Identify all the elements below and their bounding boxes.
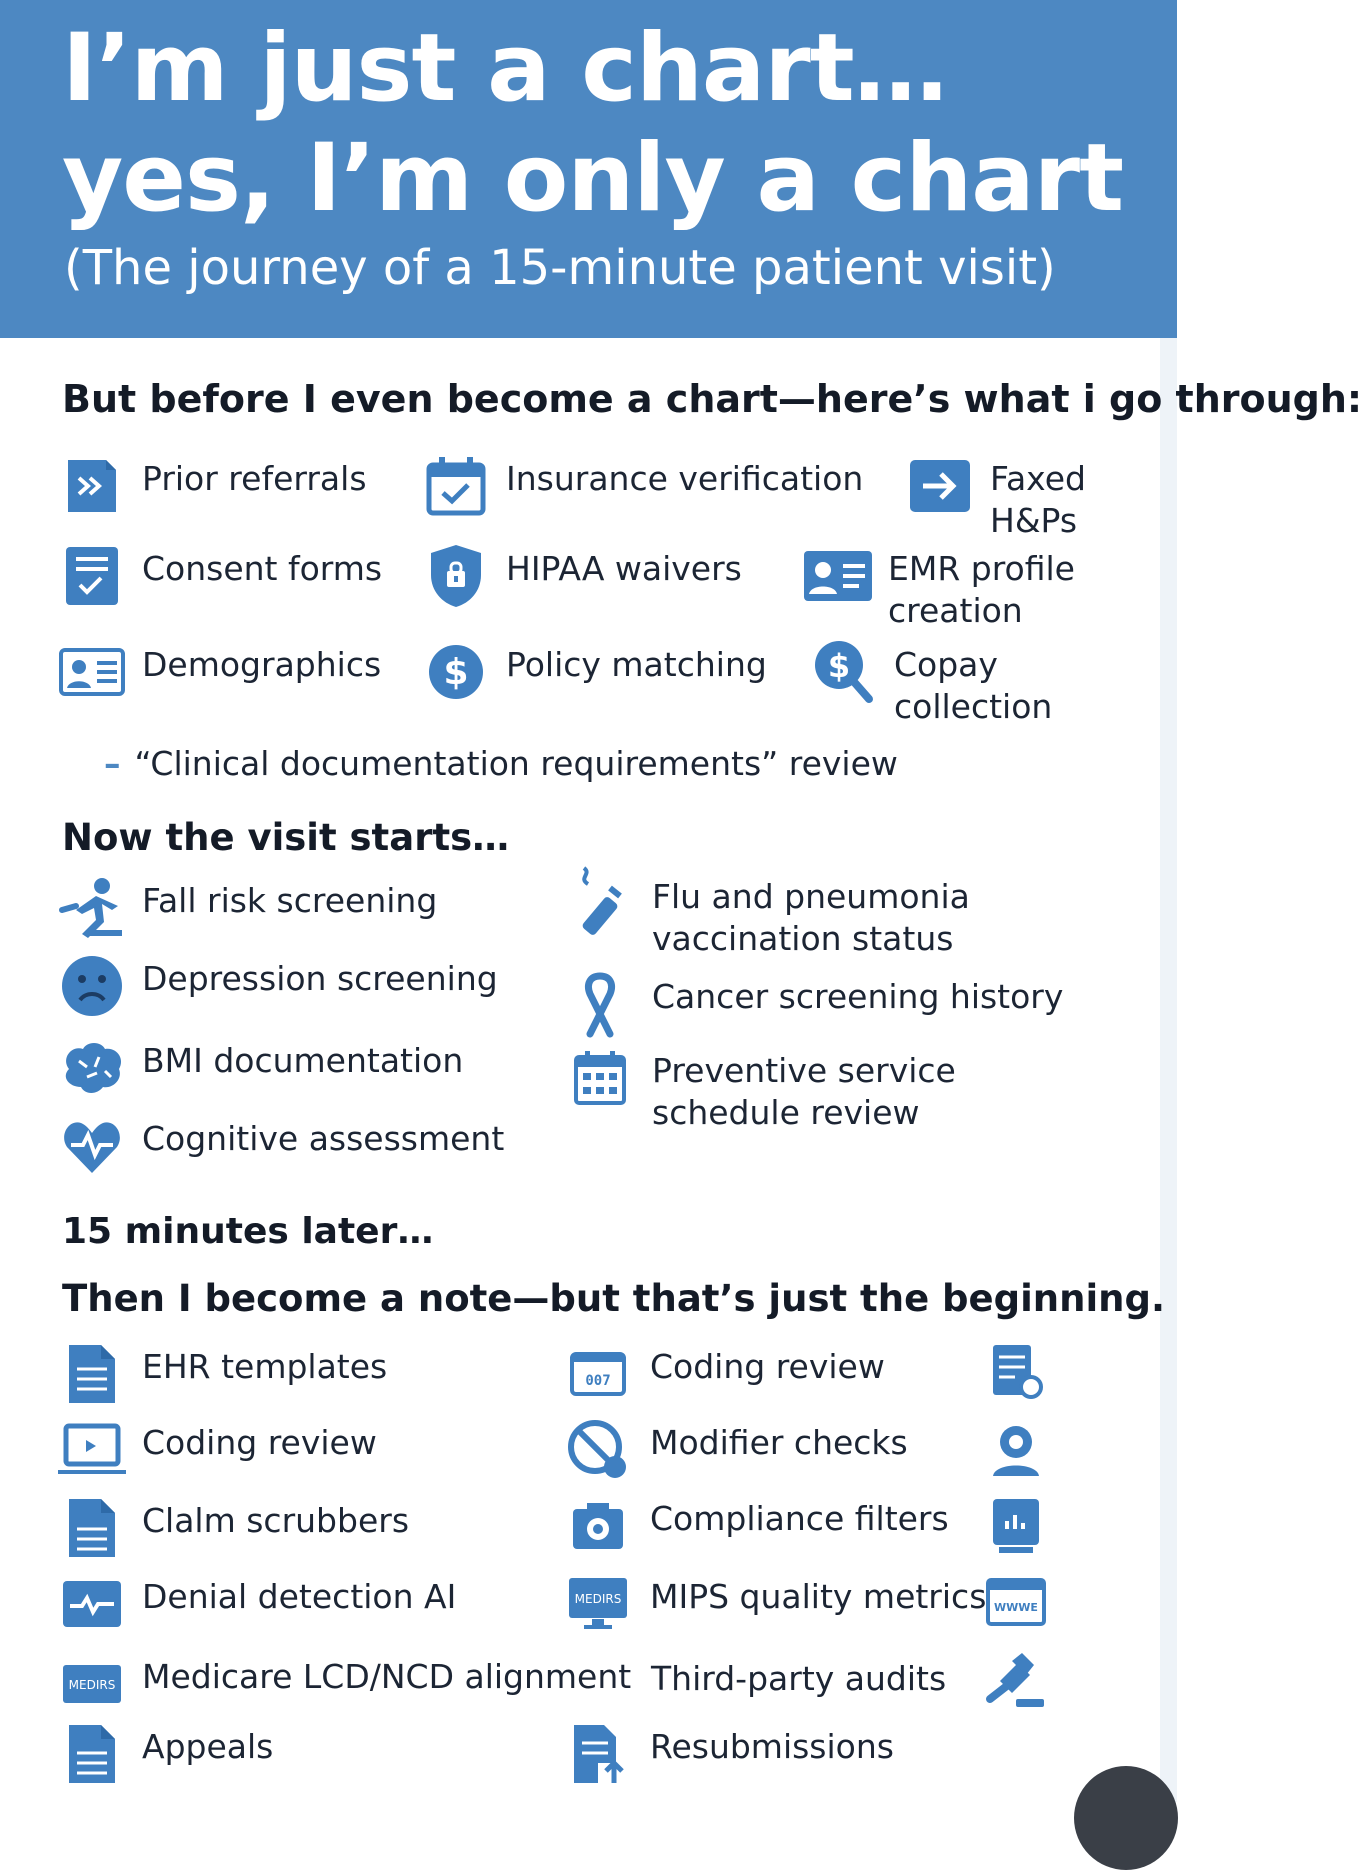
- svg-text:$: $: [827, 647, 851, 685]
- item-label: Depression screening: [142, 959, 498, 998]
- document-icon: [60, 1500, 124, 1556]
- page-title-line-1: I’m just a chart…: [62, 14, 947, 123]
- svg-text:MEDIRS: MEDIRS: [68, 1678, 116, 1692]
- checklist-document-icon: [60, 548, 124, 604]
- item-preventive-schedule: [568, 1050, 956, 1134]
- item-label: Faxed H&Ps: [990, 459, 1086, 540]
- item-emr-profile-creation: [806, 548, 1075, 632]
- item-label: EMR profile creation: [888, 549, 1075, 630]
- item-cognitive-assessment: [60, 1118, 504, 1174]
- item-label: Fall risk screening: [142, 881, 438, 920]
- item-policy-matching: [424, 644, 767, 700]
- page-title-line-2: yes, I’m only a chart: [62, 124, 1124, 233]
- awareness-ribbon-icon: [568, 976, 632, 1032]
- item-label: Coding review: [142, 1423, 377, 1462]
- clinical-documentation-review: [104, 743, 898, 785]
- item-label: Copay collection: [894, 645, 1053, 726]
- item-label: Flu and pneumonia vaccination status: [652, 877, 970, 958]
- document-icon: [60, 1346, 124, 1402]
- double-chevron-document-icon: [60, 458, 124, 514]
- item-label: EHR templates: [142, 1347, 388, 1386]
- sad-face-icon: [60, 958, 124, 1014]
- page-subtitle: (The journey of a 15-minute patient visit): [64, 240, 1056, 296]
- document-icon: [60, 1726, 124, 1782]
- item-medicare-alignment: [60, 1656, 631, 1712]
- item-label: Coding review: [650, 1347, 885, 1386]
- medicare-card-icon: [60, 1656, 124, 1712]
- item-cancer-screening: [568, 976, 1063, 1032]
- calendar-grid-icon: [568, 1050, 632, 1106]
- svg-text:WWWE: WWWE: [994, 1601, 1038, 1614]
- item-coding-review-mid: [566, 1346, 885, 1402]
- item-claim-scrubbers: [60, 1500, 409, 1556]
- section-before-chart-title: But before I even become a chart—here’s what i go through:: [62, 377, 1362, 421]
- item-appeals: [60, 1726, 273, 1782]
- item-label: Clalm scrubbers: [142, 1501, 410, 1540]
- item-label: Preventive service schedule review: [652, 1051, 956, 1132]
- item-label: Appeals: [142, 1727, 274, 1766]
- chart-board-icon: [984, 1498, 1048, 1554]
- item-compliance-filters: [566, 1498, 949, 1554]
- code-card-icon: [566, 1346, 630, 1402]
- item-label: HIPAA waivers: [506, 549, 742, 588]
- item-consent-forms: [60, 548, 382, 604]
- item-label: Compliance filters: [650, 1499, 949, 1538]
- person-icon: [984, 1422, 1048, 1478]
- svg-text:$: $: [443, 652, 469, 693]
- dollar-search-icon: [812, 644, 876, 700]
- item-prior-referrals: [60, 458, 367, 514]
- document-badge-icon: [984, 1344, 1048, 1400]
- falling-person-icon: [60, 880, 124, 936]
- item-ehr-templates: [60, 1346, 387, 1402]
- item-label: Medicare LCD/NCD alignment: [142, 1657, 632, 1696]
- item-modifier-checks: [566, 1422, 908, 1478]
- section-become-note-title: Then I become a note—but that’s just the beginning.: [62, 1277, 1166, 1320]
- no-sign-icon: [566, 1422, 630, 1478]
- item-label: MIPS quality metrics: [650, 1577, 987, 1616]
- heartbeat-box-icon: [60, 1576, 124, 1632]
- calendar-check-icon: [424, 458, 488, 514]
- id-card-icon: [60, 644, 124, 700]
- shield-lock-icon: [424, 548, 488, 604]
- item-insurance-verification: [424, 458, 863, 514]
- dollar-circle-icon: [424, 644, 488, 700]
- svg-text:007: 007: [585, 1373, 611, 1389]
- item-label: Resubmissions: [650, 1727, 894, 1766]
- heartbeat-shield-icon: [60, 1118, 124, 1174]
- item-label: Modifier checks: [650, 1423, 908, 1462]
- item-label: Insurance verification: [506, 459, 864, 498]
- brain-icon: [60, 1040, 124, 1096]
- item-hipaa-waivers: [424, 548, 742, 604]
- arrow-right-box-icon: [908, 458, 972, 514]
- medicare-monitor-icon: [566, 1576, 630, 1632]
- item-label: Prior referrals: [142, 459, 367, 498]
- gavel-icon: [984, 1652, 1048, 1708]
- syringe-icon: [568, 876, 632, 932]
- item-mips-metrics: [566, 1576, 986, 1632]
- item-demographics: [60, 644, 381, 700]
- item-copay-collection: [812, 644, 1052, 728]
- item-resubmissions: [566, 1726, 894, 1782]
- item-label: Cognitive assessment: [142, 1119, 505, 1158]
- item-fall-risk: [60, 880, 437, 936]
- item-label: Denial detection AI: [142, 1577, 457, 1616]
- barcode-card-icon: [984, 1574, 1048, 1630]
- item-bmi-documentation: [60, 1040, 463, 1096]
- header-banner: [0, 0, 1177, 338]
- svg-text:MEDIRS: MEDIRS: [574, 1592, 622, 1606]
- fullscreen-button[interactable]: [1074, 1766, 1178, 1870]
- camera-icon: [566, 1498, 630, 1554]
- item-label: Demographics: [142, 645, 382, 684]
- upload-document-icon: [566, 1726, 630, 1782]
- laptop-icon: [60, 1422, 124, 1478]
- dash-bullet: –: [104, 744, 121, 783]
- item-flu-pneumonia: [568, 876, 970, 960]
- item-label: BMI documentation: [142, 1041, 464, 1080]
- item-label: Cancer screening history: [652, 977, 1064, 1016]
- section-visit-starts-title: Now the visit starts…: [62, 816, 510, 859]
- item-coding-review-left: [60, 1422, 377, 1478]
- item-third-party-audits: Third-party audits: [651, 1659, 947, 1698]
- item-faxed-hps: [908, 458, 1086, 542]
- item-label: Consent forms: [142, 549, 383, 588]
- item-denial-detection: [60, 1576, 456, 1632]
- item-label: “Clinical documentation requirements” review: [134, 744, 898, 783]
- id-card-icon: [806, 548, 870, 604]
- item-depression-screening: [60, 958, 498, 1014]
- section-15-minutes-later: 15 minutes later…: [62, 1211, 434, 1252]
- item-label: Policy matching: [506, 645, 767, 684]
- right-edge-strip: [1160, 338, 1177, 1802]
